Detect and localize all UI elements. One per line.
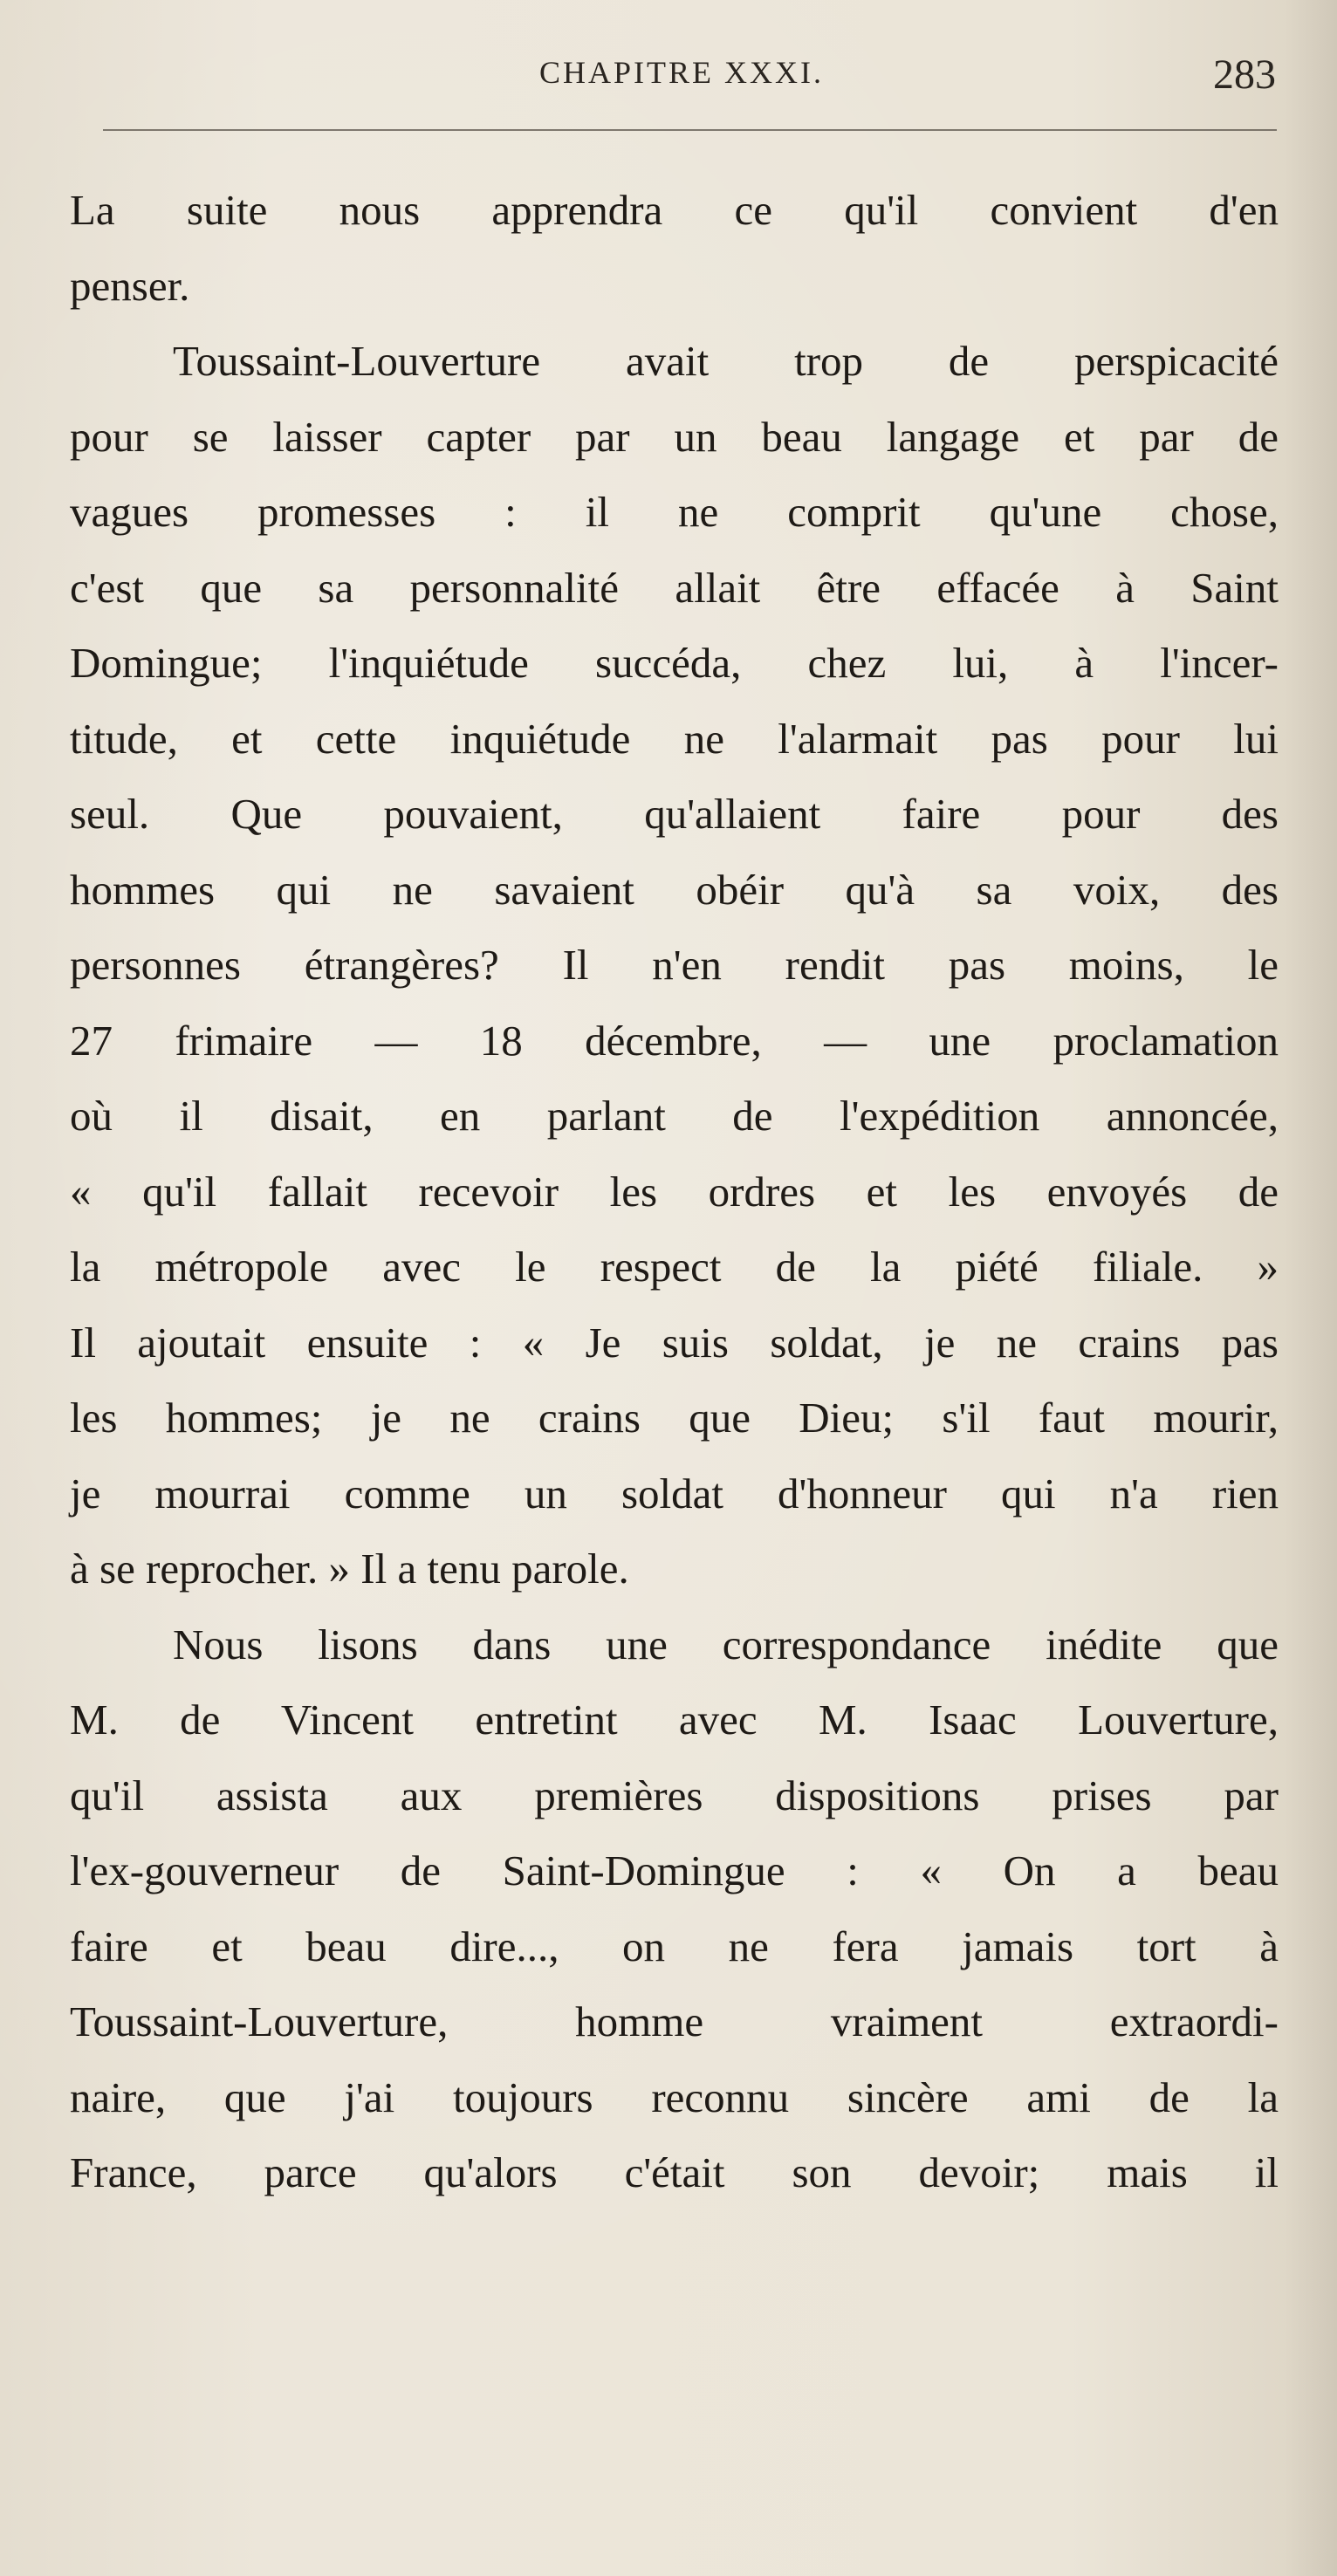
page-edge-shadow xyxy=(1285,0,1337,2576)
text-line: penser. xyxy=(70,261,190,310)
text-line: où il disait, en parlant de l'expédition annoncée, xyxy=(70,1092,1279,1140)
text-line: M. de Vincent entretint avec M. Isaac Louverture, xyxy=(70,1696,1279,1744)
text-line: vagues promesses : il ne comprit qu'une chose, xyxy=(70,488,1279,536)
text-line: je mourrai comme un soldat d'honneur qui n'a rien xyxy=(70,1469,1279,1518)
text-line: personnes étrangères? Il n'en rendit pas moins, le xyxy=(70,941,1279,989)
text-line: Toussaint-Louverture avait trop de perspicacité xyxy=(173,337,1279,385)
page-number: 283 xyxy=(1213,51,1276,98)
text-line: l'ex-gouverneur de Saint-Domingue : « On a beau xyxy=(70,1846,1279,1894)
text-line: Il ajoutait ensuite : « Je suis soldat, je ne crains pas xyxy=(70,1318,1279,1367)
text-line: Nous lisons dans une correspondance inédite que xyxy=(173,1620,1279,1668)
paragraph xyxy=(70,1607,1279,2211)
text-line: naire, que j'ai toujours reconnu sincère ami de la xyxy=(70,2072,1279,2121)
text-line: seul. Que pouvaient, qu'allaient faire pour des xyxy=(70,790,1279,838)
text-line: qu'il assista aux premières dispositions prises par xyxy=(70,1771,1279,1819)
text-line: à se reprocher. » Il a tenu parole. xyxy=(70,1545,629,1593)
chapter-title: CHAPITRE XXXI. xyxy=(539,55,824,90)
body-text xyxy=(70,173,1279,2211)
paragraph xyxy=(70,173,1279,324)
text-line: la métropole avec le respect de la piété filiale. » xyxy=(70,1243,1279,1291)
text-line: La suite nous apprendra ce qu'il convient d'en xyxy=(70,186,1279,234)
text-line: les hommes; je ne crains que Dieu; s'il faut mourir, xyxy=(70,1394,1279,1442)
text-line: « qu'il fallait recevoir les ordres et les envoyés de xyxy=(70,1167,1279,1216)
header-rule xyxy=(103,129,1277,131)
text-line: pour se laisser capter par un beau langage et par de xyxy=(70,412,1279,461)
text-line: France, parce qu'alors c'était son devoir; mais il xyxy=(70,2148,1279,2196)
text-line: c'est que sa personnalité allait être effacée à Saint xyxy=(70,563,1279,612)
text-line: Domingue; l'inquiétude succéda, chez lui, à l'incer- xyxy=(70,639,1279,687)
text-line: faire et beau dire..., on ne fera jamais tort à xyxy=(70,1922,1279,1970)
text-line: titude, et cette inquiétude ne l'alarmait pas pour lui xyxy=(70,714,1279,763)
text-line: Toussaint-Louverture, homme vraiment extraordi- xyxy=(70,1997,1279,2045)
running-header xyxy=(98,51,1276,106)
paragraph xyxy=(70,324,1279,1607)
text-line: 27 frimaire — 18 décembre, — une proclamation xyxy=(70,1016,1279,1065)
text-line: hommes qui ne savaient obéir qu'à sa voix, des xyxy=(70,865,1279,914)
